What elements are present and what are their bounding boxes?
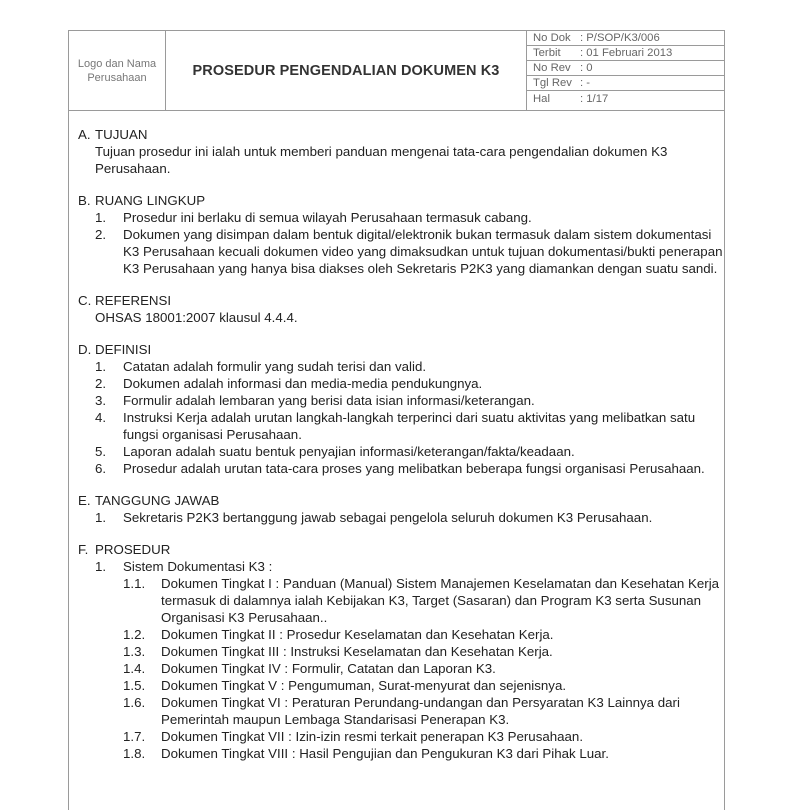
sub-list [95,575,728,762]
list-item [95,226,728,277]
list-text: Sistem Dokumentasi K3 : [123,559,273,574]
list-number: 2. [95,376,107,391]
list-text: Dokumen adalah informasi dan media-media pendukungnya. [123,376,483,391]
section-title: PROSEDUR [95,542,171,557]
sub-list-number: 1.1. [123,576,146,591]
sub-list-item [123,660,728,677]
list-item [95,509,728,526]
list-item [95,409,728,443]
sub-list-number: 1.4. [123,661,146,676]
sub-list-text: Dokumen Tingkat I : Panduan (Manual) Sistem Manajemen Keselamatan dan Kesehatan Kerja termasuk di dalamnya ialah Kebijakan K3, Target (Sasaran) dan Program K3 serta Susunan Organisasi K3 Perusahaan.. [161,576,720,625]
section-ruang-lingkup [78,192,728,277]
section-title: DEFINISI [95,342,152,357]
sub-list-item [123,626,728,643]
section-title: REFERENSI [95,293,172,308]
list-item [95,558,728,575]
list-item [95,443,728,460]
section-letter: E. [78,493,91,508]
section-referensi [78,292,728,326]
document-body [78,126,728,777]
list-number: 1. [95,359,107,374]
sub-list-text: Dokumen Tingkat VI : Peraturan Perundang-undangan dan Persyaratan K3 Lainnya dari Pemerintah maupun Lembaga Standarisasi Penerapan K3. [161,695,680,727]
section-list [78,558,728,762]
section-letter: D. [78,342,92,357]
sub-list-item [123,728,728,745]
meta-row-tgl-rev [527,76,724,91]
meta-value: : 1/17 [580,93,609,105]
list-text: Prosedur ini berlaku di semua wilayah Perusahaan termasuk cabang. [123,210,532,225]
section-heading [78,192,728,209]
document-title: PROSEDUR PENGENDALIAN DOKUMEN K3 [192,62,500,79]
logo-placeholder-cell [69,31,166,110]
list-item [95,460,728,477]
list-text: Laporan adalah suatu bentuk penyajian informasi/keterangan/fakta/keadaan. [123,444,575,459]
meta-label: Tgl Rev [533,77,572,89]
section-tujuan [78,126,728,177]
section-letter: C. [78,293,92,308]
document-meta-table [527,31,724,110]
meta-row-hal [527,91,724,107]
sub-list-number: 1.2. [123,627,146,642]
document-header [69,31,724,111]
logo-placeholder-text: Logo dan Nama Perusahaan [77,57,157,84]
meta-row-terbit [527,46,724,61]
section-text: OHSAS 18001:2007 klausul 4.4.4. [95,310,298,325]
sub-list-number: 1.3. [123,644,146,659]
sub-list-text: Dokumen Tingkat VII : Izin-izin resmi terkait penerapan K3 Perusahaan. [161,729,584,744]
sub-list-text: Dokumen Tingkat III : Instruksi Keselamatan dan Kesehatan Kerja. [161,644,553,659]
section-tanggung-jawab [78,492,728,526]
meta-row-no-rev [527,61,724,76]
section-title: TANGGUNG JAWAB [95,493,220,508]
sub-list-number: 1.6. [123,695,146,710]
list-text: Catatan adalah formulir yang sudah terisi dan valid. [123,359,427,374]
document-title-cell [166,31,527,110]
section-letter: B. [78,193,91,208]
section-text: Tujuan prosedur ini ialah untuk memberi panduan mengenai tata-cara pengendalian dokumen K3 Perusahaan. [95,144,668,176]
section-heading [78,541,728,558]
sub-list-text: Dokumen Tingkat IV : Formulir, Catatan dan Laporan K3. [161,661,496,676]
meta-value: : 01 Februari 2013 [580,47,673,59]
section-list [78,209,728,277]
sub-list-text: Dokumen Tingkat II : Prosedur Keselamatan dan Kesehatan Kerja. [161,627,554,642]
sub-list-item [123,575,728,626]
sub-list-text: Dokumen Tingkat V : Pengumuman, Surat-menyurat dan sejenisnya. [161,678,567,693]
list-number: 6. [95,461,107,476]
sub-list-number: 1.5. [123,678,146,693]
list-number: 2. [95,227,107,242]
section-heading [78,126,728,143]
sub-list-text: Dokumen Tingkat VIII : Hasil Pengujian dan Pengukuran K3 dari Pihak Luar. [161,746,609,761]
meta-value: : - [580,77,591,89]
list-text: Sekretaris P2K3 bertanggung jawab sebagai pengelola seluruh dokumen K3 Perusahaan. [123,510,653,525]
sub-list-item [123,677,728,694]
list-text: Instruksi Kerja adalah urutan langkah-langkah terperinci dari suatu aktivitas yang melibatkan satu fungsi organisasi Perusahaan. [123,410,696,442]
section-heading [78,292,728,309]
meta-label: Hal [533,93,550,105]
list-number: 1. [95,559,107,574]
sub-list-number: 1.8. [123,746,146,761]
list-number: 1. [95,510,107,525]
meta-value: : P/SOP/K3/006 [580,32,660,44]
list-number: 5. [95,444,107,459]
list-item [95,392,728,409]
list-item [95,358,728,375]
section-letter: F. [78,542,89,557]
list-item [95,209,728,226]
meta-row-no-dok [527,31,724,46]
list-text: Dokumen yang disimpan dalam bentuk digital/elektronik bukan termasuk dalam sistem dokumentasi K3 Perusahaan kecuali dokumen video yang dimaksudkan untuk tujuan dokumentasi/bukti penerapan K3 Perusahaan yang hanya bisa diakses oleh Sekretaris P2K3 yang diamankan dengan suatu sandi. [123,227,723,276]
meta-label: No Dok [533,32,571,44]
section-definisi [78,341,728,477]
meta-label: No Rev [533,62,571,74]
sub-list-item [123,694,728,728]
sub-list-item [123,745,728,762]
list-number: 1. [95,210,107,225]
section-title: TUJUAN [95,127,148,142]
list-number: 4. [95,410,107,425]
meta-value: : 0 [580,62,593,74]
meta-label: Terbit [533,47,561,59]
list-item [95,375,728,392]
section-letter: A. [78,127,91,142]
sub-list-item [123,643,728,660]
list-number: 3. [95,393,107,408]
section-list [78,358,728,477]
section-title: RUANG LINGKUP [95,193,206,208]
section-prosedur [78,541,728,762]
section-heading [78,341,728,358]
list-text: Formulir adalah lembaran yang berisi data isian informasi/keterangan. [123,393,535,408]
list-text: Prosedur adalah urutan tata-cara proses yang melibatkan beberapa fungsi organisasi Perusahaan. [123,461,705,476]
sub-list-number: 1.7. [123,729,146,744]
section-list [78,509,728,526]
section-heading [78,492,728,509]
